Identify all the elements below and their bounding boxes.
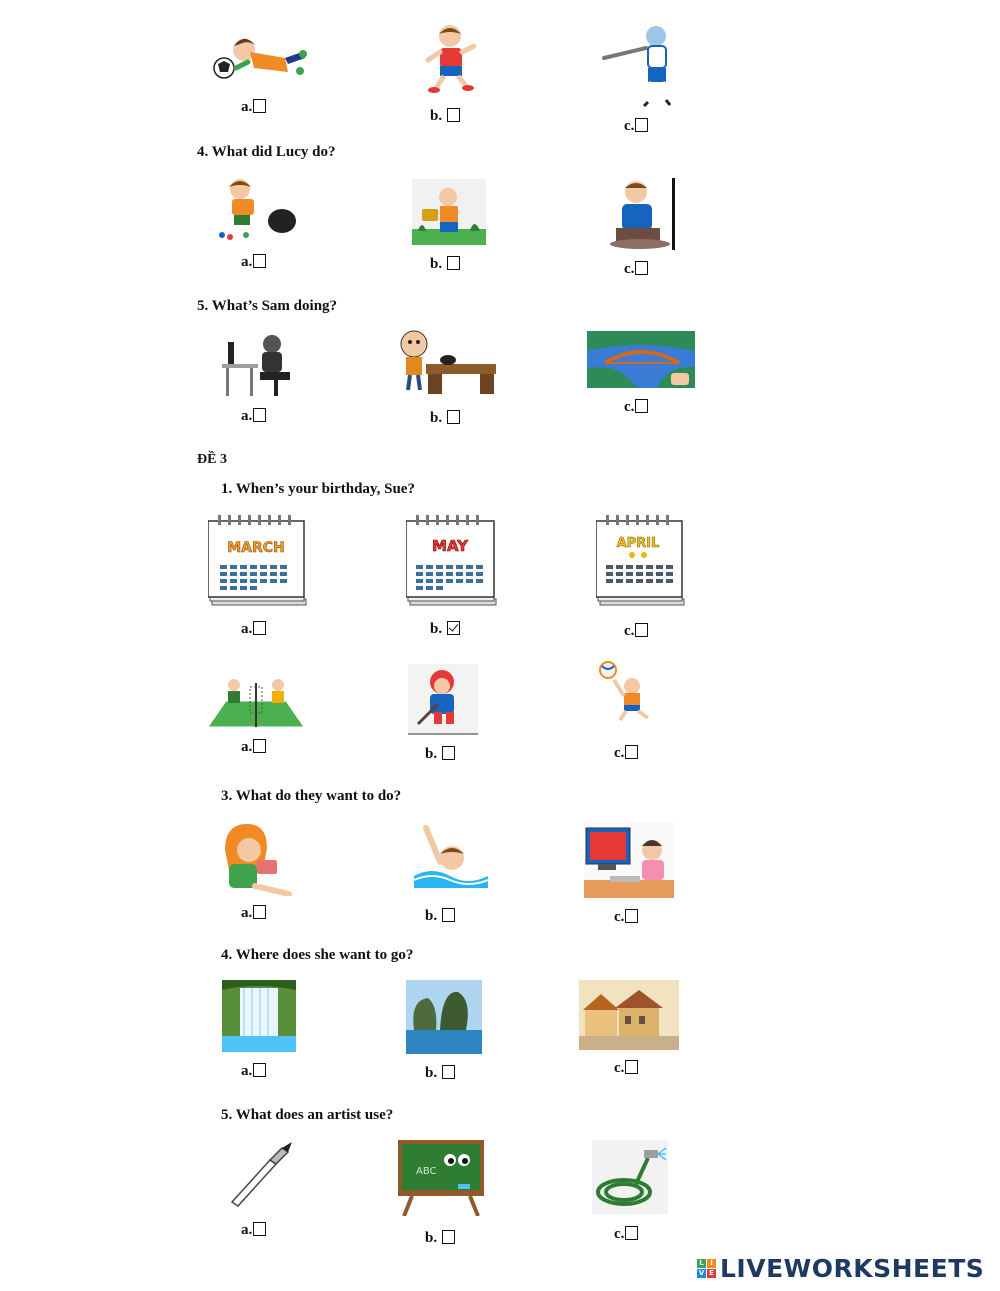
calendar-april-picture — [596, 515, 686, 607]
option-c[interactable]: c. — [614, 909, 638, 926]
option-b[interactable]: b. — [425, 908, 455, 925]
checkbox[interactable] — [625, 909, 638, 923]
girl-using-computer-picture — [584, 822, 674, 898]
option-a[interactable]: a. — [241, 905, 266, 922]
option-a[interactable]: a. — [241, 408, 266, 425]
checkbox[interactable] — [442, 1230, 455, 1244]
option-a[interactable]: a. — [241, 1222, 266, 1239]
old-town-houses-picture — [579, 980, 679, 1050]
checkbox[interactable] — [442, 908, 455, 922]
section-title: ĐỀ 3 — [197, 452, 227, 467]
boy-running-picture — [420, 22, 480, 97]
option-b[interactable]: b. — [430, 108, 460, 125]
calendar-month-label: APRIL — [616, 536, 660, 551]
question-4: 4. Where does she want to go? — [221, 947, 414, 963]
checkbox[interactable] — [447, 410, 460, 424]
girl-reading-picture — [219, 820, 295, 896]
option-b[interactable]: b. — [430, 410, 460, 427]
checkbox[interactable] — [442, 746, 455, 760]
option-b[interactable]: b. — [425, 1230, 455, 1247]
checkbox-checked[interactable] — [447, 621, 460, 635]
question-5: 5. What’s Sam doing? — [197, 298, 338, 314]
checkbox[interactable] — [253, 905, 266, 919]
man-planting-picture — [604, 178, 676, 250]
goalkeeper-diving-picture — [210, 28, 310, 83]
liveworksheets-logo[interactable] — [697, 1254, 984, 1283]
checkbox[interactable] — [253, 1063, 266, 1077]
calendar-march-picture — [208, 515, 308, 607]
option-a[interactable]: a. — [241, 254, 266, 271]
girl-cleaning-picture — [218, 177, 300, 242]
paintbrush-picture — [226, 1140, 296, 1210]
calendar-month-label: MAY — [432, 537, 468, 555]
checkbox[interactable] — [635, 399, 648, 413]
checkbox[interactable] — [447, 108, 460, 122]
option-a[interactable]: a. — [241, 1063, 266, 1080]
painting-bridge-picture — [587, 331, 695, 388]
softball-batter-picture — [598, 22, 688, 107]
ice-hockey-player-picture — [408, 664, 480, 736]
option-b[interactable]: b. — [425, 1065, 455, 1082]
checkbox[interactable] — [625, 1060, 638, 1074]
boy-on-telephone-picture — [398, 328, 498, 396]
option-a[interactable]: a. — [241, 99, 266, 116]
question-3: 3. What do they want to do? — [221, 788, 402, 804]
option-b[interactable]: b. — [425, 746, 455, 763]
option-c[interactable]: c. — [624, 118, 648, 135]
checkbox[interactable] — [253, 1222, 266, 1236]
boy-using-computer-picture — [220, 332, 296, 398]
checkbox[interactable] — [253, 99, 266, 113]
limestone-islands-picture — [406, 980, 482, 1054]
checkbox[interactable] — [625, 1226, 638, 1240]
option-b[interactable]: b. — [430, 256, 460, 273]
garden-hose-picture — [592, 1140, 668, 1214]
chalkboard-picture — [398, 1140, 484, 1216]
logo-text: LIVEWORKSHEETS — [720, 1254, 985, 1283]
checkbox[interactable] — [442, 1065, 455, 1079]
boy-watering-plants-picture — [412, 179, 486, 245]
volleyball-player-picture — [596, 660, 662, 722]
option-b[interactable]: b. — [430, 621, 460, 638]
badminton-court-picture — [208, 673, 304, 729]
option-c[interactable]: c. — [614, 1060, 638, 1077]
option-c[interactable]: c. — [624, 399, 648, 416]
boy-swimming-picture — [414, 822, 488, 892]
checkbox[interactable] — [635, 261, 648, 275]
calendar-month-label: MARCH — [227, 540, 285, 556]
checkbox[interactable] — [253, 254, 266, 268]
option-c[interactable]: c. — [614, 745, 638, 762]
checkbox[interactable] — [635, 118, 648, 132]
option-c[interactable]: c. — [614, 1226, 638, 1243]
checkbox[interactable] — [253, 621, 266, 635]
checkbox[interactable] — [635, 623, 648, 637]
option-c[interactable]: c. — [624, 261, 648, 278]
chalkboard-text: ABC — [416, 1166, 437, 1177]
checkbox[interactable] — [447, 256, 460, 270]
option-a[interactable]: a. — [241, 739, 266, 756]
checkbox[interactable] — [253, 739, 266, 753]
option-a[interactable]: a. — [241, 621, 266, 638]
waterfall-picture — [222, 980, 296, 1052]
question-5: 5. What does an artist use? — [221, 1107, 394, 1123]
calendar-may-picture — [406, 515, 498, 607]
checkbox[interactable] — [253, 408, 266, 422]
checkbox[interactable] — [625, 745, 638, 759]
question-4: 4. What did Lucy do? — [197, 144, 336, 160]
question-1: 1. When’s your birthday, Sue? — [221, 481, 415, 497]
option-c[interactable]: c. — [624, 623, 648, 640]
logo-mark-icon: L I V E — [697, 1259, 716, 1278]
